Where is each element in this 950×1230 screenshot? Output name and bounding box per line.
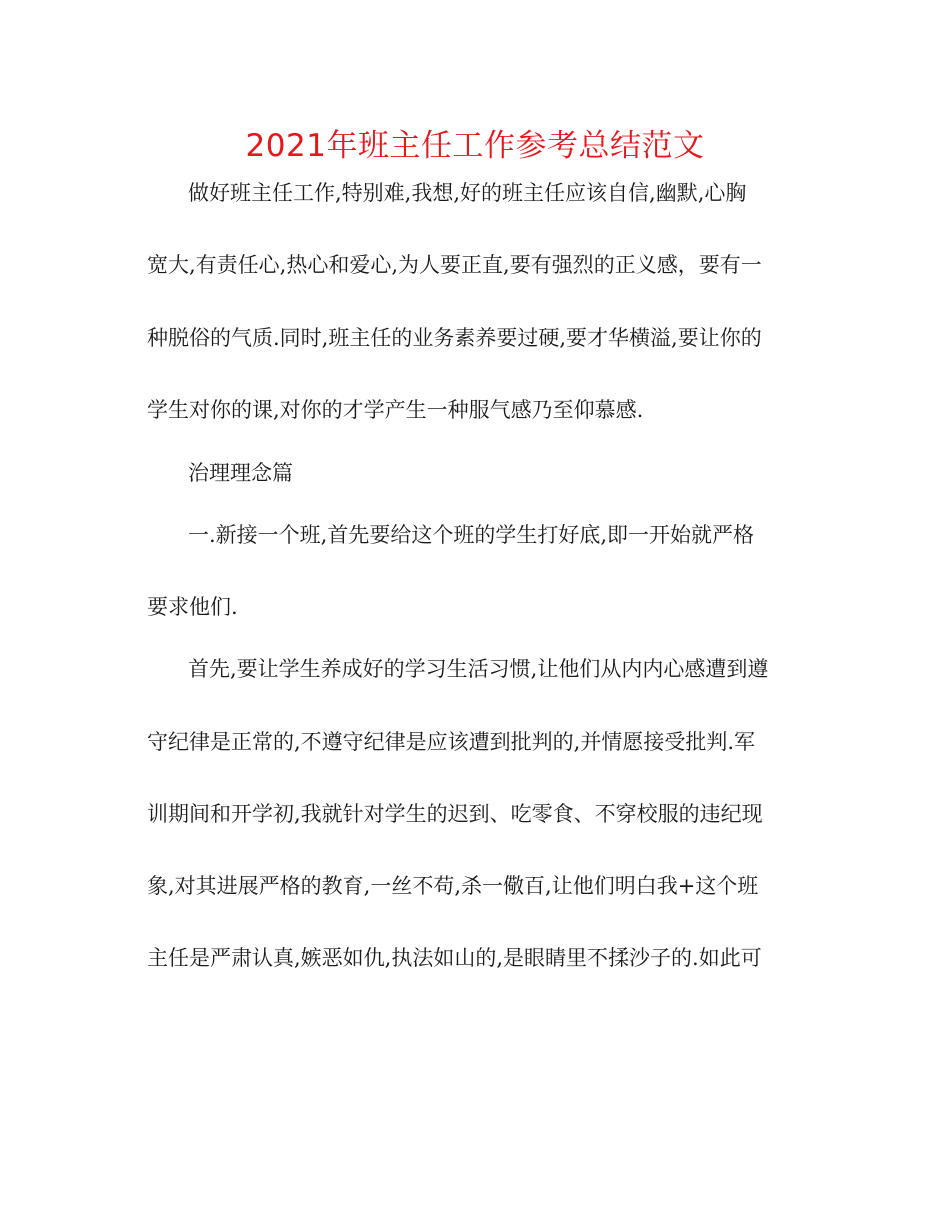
document-title: 2021年班主任工作参考总结范文 — [245, 128, 705, 164]
section-heading: 治理理念篇 — [188, 461, 293, 485]
paragraph-3-line-4: 象,对其进展严格的教育,一丝不苟,杀一儆百,让他们明白我+这个班 — [147, 874, 759, 898]
paragraph-2-line-1: 一.新接一个班,首先要给这个班的学生打好底,即一开始就严格 — [188, 523, 755, 547]
paragraph-1-line-4: 学生对你的课,对你的才学产生一种服气感乃至仰慕感. — [147, 398, 644, 422]
paragraph-1-line-1: 做好班主任工作,特别难,我想,好的班主任应该自信,幽默,心胸 — [188, 181, 747, 205]
paragraph-3-line-3: 训期间和开学初,我就针对学生的迟到、吃零食、不穿校服的违纪现 — [147, 802, 763, 826]
paragraph-3-line-2: 守纪律是正常的,不遵守纪律是应该遭到批判的,并情愿接受批判.军 — [147, 730, 756, 754]
paragraph-1-line-2: 宽大,有责任心,热心和爱心,为人要正直,要有强烈的正义感，要有一 — [147, 253, 762, 277]
paragraph-1-line-3: 种脱俗的气质.同时,班主任的业务素养要过硬,要才华横溢,要让你的 — [147, 326, 762, 350]
paragraph-3-line-1: 首先,要让学生养成好的学习生活习惯,让他们从内内心感遭到遵 — [188, 657, 769, 681]
paragraph-3-line-5: 主任是严肃认真,嫉恶如仇,执法如山的,是眼睛里不揉沙子的.如此可 — [147, 946, 762, 970]
paragraph-2-line-2: 要求他们. — [147, 595, 238, 619]
